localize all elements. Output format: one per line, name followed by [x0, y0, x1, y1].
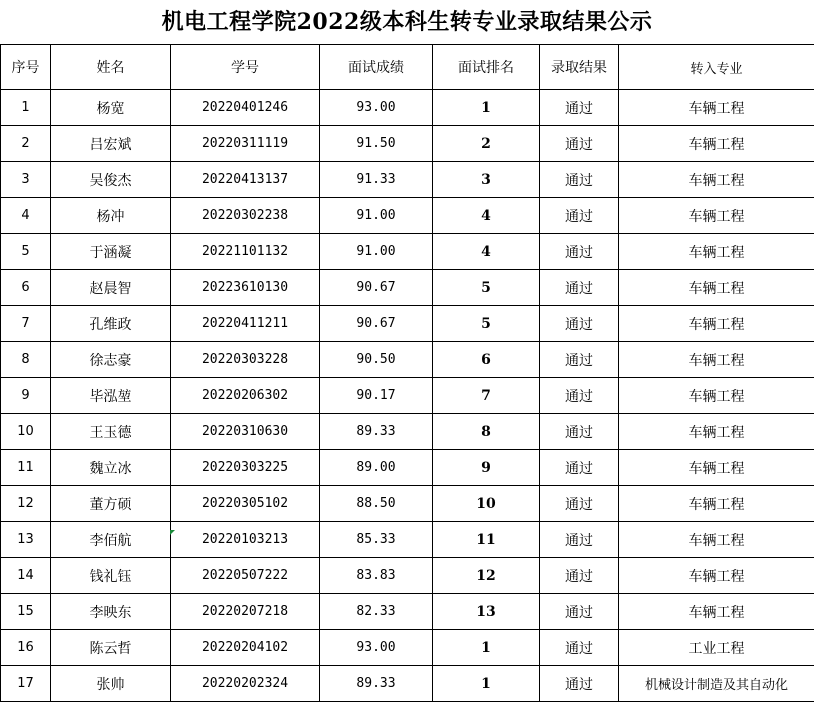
cell-name[interactable]: 李佰航 — [51, 522, 171, 558]
table-row — [1, 594, 814, 630]
sheet-title: 机电工程学院2022级本科生转专业录取结果公示 — [161, 9, 653, 35]
cell-major[interactable]: 车辆工程 — [619, 234, 814, 270]
cell-index[interactable]: 8 — [1, 342, 51, 378]
table-header — [1, 45, 814, 90]
table-row — [1, 666, 814, 702]
cell-major[interactable]: 车辆工程 — [619, 162, 814, 198]
cell-rank[interactable]: 1 — [433, 666, 540, 702]
cell-student-id[interactable]: 20220413137 — [171, 162, 320, 198]
table-row — [1, 630, 814, 666]
cell-index[interactable]: 6 — [1, 270, 51, 306]
table-row — [1, 234, 814, 270]
cell-name[interactable]: 徐志豪 — [51, 342, 171, 378]
cell-name[interactable]: 杨冲 — [51, 198, 171, 234]
cell-result[interactable]: 通过 — [540, 90, 619, 126]
cell-rank[interactable]: 8 — [433, 414, 540, 450]
cell-score[interactable]: 90.50 — [320, 342, 433, 378]
cell-score[interactable]: 85.33 — [320, 522, 433, 558]
cell-student-id[interactable]: 20220207218 — [171, 594, 320, 630]
admission-results-table — [0, 44, 814, 702]
cell-score[interactable]: 93.00 — [320, 630, 433, 666]
cell-index[interactable]: 10 — [1, 414, 51, 450]
cell-student-id[interactable]: 20220411211 — [171, 306, 320, 342]
table-row — [1, 90, 814, 126]
cell-index[interactable]: 4 — [1, 198, 51, 234]
column-header-name[interactable]: 姓名 — [51, 45, 171, 90]
cell-score[interactable]: 91.33 — [320, 162, 433, 198]
table-row — [1, 522, 814, 558]
cell-result[interactable]: 通过 — [540, 414, 619, 450]
cell-name[interactable]: 毕泓堃 — [51, 378, 171, 414]
cell-index[interactable]: 13 — [1, 522, 51, 558]
cell-index[interactable]: 3 — [1, 162, 51, 198]
column-header-student-id[interactable]: 学号 — [171, 45, 320, 90]
cell-student-id[interactable]: 20220302238 — [171, 198, 320, 234]
cell-result[interactable]: 通过 — [540, 270, 619, 306]
cell-index[interactable]: 17 — [1, 666, 51, 702]
cell-major[interactable]: 车辆工程 — [619, 450, 814, 486]
cell-major[interactable]: 车辆工程 — [619, 522, 814, 558]
cell-rank[interactable]: 6 — [433, 342, 540, 378]
table-row — [1, 270, 814, 306]
cell-name[interactable]: 张帅 — [51, 666, 171, 702]
cell-major[interactable]: 车辆工程 — [619, 414, 814, 450]
cell-rank[interactable]: 12 — [433, 558, 540, 594]
cell-name[interactable]: 董方硕 — [51, 486, 171, 522]
cell-major[interactable]: 车辆工程 — [619, 342, 814, 378]
cell-index[interactable]: 2 — [1, 126, 51, 162]
cell-index[interactable]: 15 — [1, 594, 51, 630]
cell-major[interactable]: 车辆工程 — [619, 486, 814, 522]
cell-name[interactable]: 孔维政 — [51, 306, 171, 342]
cell-name[interactable]: 赵晨智 — [51, 270, 171, 306]
table-row — [1, 342, 814, 378]
cell-result[interactable]: 通过 — [540, 594, 619, 630]
cell-rank[interactable]: 3 — [433, 162, 540, 198]
cell-major[interactable]: 车辆工程 — [619, 270, 814, 306]
cell-major[interactable]: 车辆工程 — [619, 198, 814, 234]
cell-score[interactable]: 91.00 — [320, 234, 433, 270]
cell-score[interactable]: 91.50 — [320, 126, 433, 162]
cell-index[interactable]: 5 — [1, 234, 51, 270]
cell-rank[interactable]: 7 — [433, 378, 540, 414]
cell-student-id[interactable]: 20220204102 — [171, 630, 320, 666]
cell-rank[interactable]: 1 — [433, 90, 540, 126]
cell-major[interactable]: 车辆工程 — [619, 126, 814, 162]
cell-score[interactable]: 93.00 — [320, 90, 433, 126]
table-row — [1, 162, 814, 198]
cell-major[interactable]: 车辆工程 — [619, 594, 814, 630]
cell-student-id[interactable]: 20220206302 — [171, 378, 320, 414]
column-header-rank[interactable]: 面试排名 — [433, 45, 540, 90]
cell-rank[interactable]: 4 — [433, 234, 540, 270]
cell-major[interactable]: 车辆工程 — [619, 90, 814, 126]
cell-name[interactable]: 王玉德 — [51, 414, 171, 450]
cell-score[interactable]: 89.00 — [320, 450, 433, 486]
cell-index[interactable]: 14 — [1, 558, 51, 594]
cell-name[interactable]: 于涵凝 — [51, 234, 171, 270]
cell-rank[interactable]: 5 — [433, 270, 540, 306]
cell-rank[interactable]: 11 — [433, 522, 540, 558]
cell-name[interactable]: 李映东 — [51, 594, 171, 630]
cell-student-id[interactable]: 20220305102 — [171, 486, 320, 522]
cell-name[interactable]: 吴俊杰 — [51, 162, 171, 198]
cell-score[interactable]: 90.67 — [320, 270, 433, 306]
cell-score[interactable]: 90.17 — [320, 378, 433, 414]
cell-rank[interactable]: 5 — [433, 306, 540, 342]
cell-rank[interactable]: 13 — [433, 594, 540, 630]
cell-student-id[interactable]: 20220310630 — [171, 414, 320, 450]
cell-index[interactable]: 16 — [1, 630, 51, 666]
cell-student-id[interactable]: 20223610130 — [171, 270, 320, 306]
cell-rank[interactable]: 4 — [433, 198, 540, 234]
cell-result[interactable]: 通过 — [540, 126, 619, 162]
table-row — [1, 414, 814, 450]
cell-result[interactable]: 通过 — [540, 162, 619, 198]
cell-score[interactable]: 83.83 — [320, 558, 433, 594]
cell-major[interactable]: 车辆工程 — [619, 306, 814, 342]
cell-score[interactable]: 89.33 — [320, 666, 433, 702]
cell-major[interactable]: 工业工程 — [619, 630, 814, 666]
cell-index[interactable]: 1 — [1, 90, 51, 126]
cell-index[interactable]: 9 — [1, 378, 51, 414]
cell-name[interactable]: 陈云哲 — [51, 630, 171, 666]
cell-major[interactable]: 车辆工程 — [619, 378, 814, 414]
header-row — [1, 45, 814, 90]
cell-result[interactable]: 通过 — [540, 378, 619, 414]
table-row — [1, 306, 814, 342]
table-row — [1, 486, 814, 522]
cell-score[interactable]: 82.33 — [320, 594, 433, 630]
cell-comment-marker — [170, 530, 175, 535]
table-row — [1, 126, 814, 162]
cell-name[interactable]: 吕宏斌 — [51, 126, 171, 162]
cell-name[interactable]: 钱礼钰 — [51, 558, 171, 594]
table-row — [1, 198, 814, 234]
cell-result[interactable]: 通过 — [540, 306, 619, 342]
cell-result[interactable]: 通过 — [540, 342, 619, 378]
cell-rank[interactable]: 1 — [433, 630, 540, 666]
cell-result[interactable]: 通过 — [540, 522, 619, 558]
cell-score[interactable]: 88.50 — [320, 486, 433, 522]
cell-student-id[interactable]: 20220303228 — [171, 342, 320, 378]
cell-score[interactable]: 91.00 — [320, 198, 433, 234]
table-row — [1, 378, 814, 414]
cell-result[interactable]: 通过 — [540, 450, 619, 486]
cell-student-id[interactable]: 20220311119 — [171, 126, 320, 162]
column-header-major[interactable]: 转入专业 — [619, 45, 814, 90]
cell-score[interactable]: 90.67 — [320, 306, 433, 342]
cell-student-id[interactable]: 20220202324 — [171, 666, 320, 702]
cell-student-id[interactable]: 20220303225 — [171, 450, 320, 486]
cell-result[interactable]: 通过 — [540, 486, 619, 522]
cell-index[interactable]: 7 — [1, 306, 51, 342]
cell-student-id[interactable]: 20221101132 — [171, 234, 320, 270]
cell-rank[interactable]: 10 — [433, 486, 540, 522]
cell-index[interactable]: 12 — [1, 486, 51, 522]
cell-result[interactable]: 通过 — [540, 234, 619, 270]
cell-rank[interactable]: 2 — [433, 126, 540, 162]
cell-score[interactable]: 89.33 — [320, 414, 433, 450]
column-header-index[interactable]: 序号 — [1, 45, 51, 90]
cell-student-id[interactable]: 20220507222 — [171, 558, 320, 594]
cell-result[interactable]: 通过 — [540, 558, 619, 594]
cell-major[interactable]: 车辆工程 — [619, 558, 814, 594]
cell-student-id[interactable]: 20220401246 — [171, 90, 320, 126]
cell-name[interactable]: 杨宽 — [51, 90, 171, 126]
column-header-result[interactable]: 录取结果 — [540, 45, 619, 90]
table-row — [1, 450, 814, 486]
cell-result[interactable]: 通过 — [540, 666, 619, 702]
cell-index[interactable]: 11 — [1, 450, 51, 486]
cell-rank[interactable]: 9 — [433, 450, 540, 486]
table-body — [1, 90, 814, 702]
column-header-score[interactable]: 面试成绩 — [320, 45, 433, 90]
cell-result[interactable]: 通过 — [540, 630, 619, 666]
table-row — [1, 558, 814, 594]
cell-student-id[interactable]: 20220103213 — [171, 522, 320, 558]
cell-major[interactable]: 机械设计制造及其自动化 — [619, 666, 814, 702]
cell-result[interactable]: 通过 — [540, 198, 619, 234]
cell-name[interactable]: 魏立冰 — [51, 450, 171, 486]
